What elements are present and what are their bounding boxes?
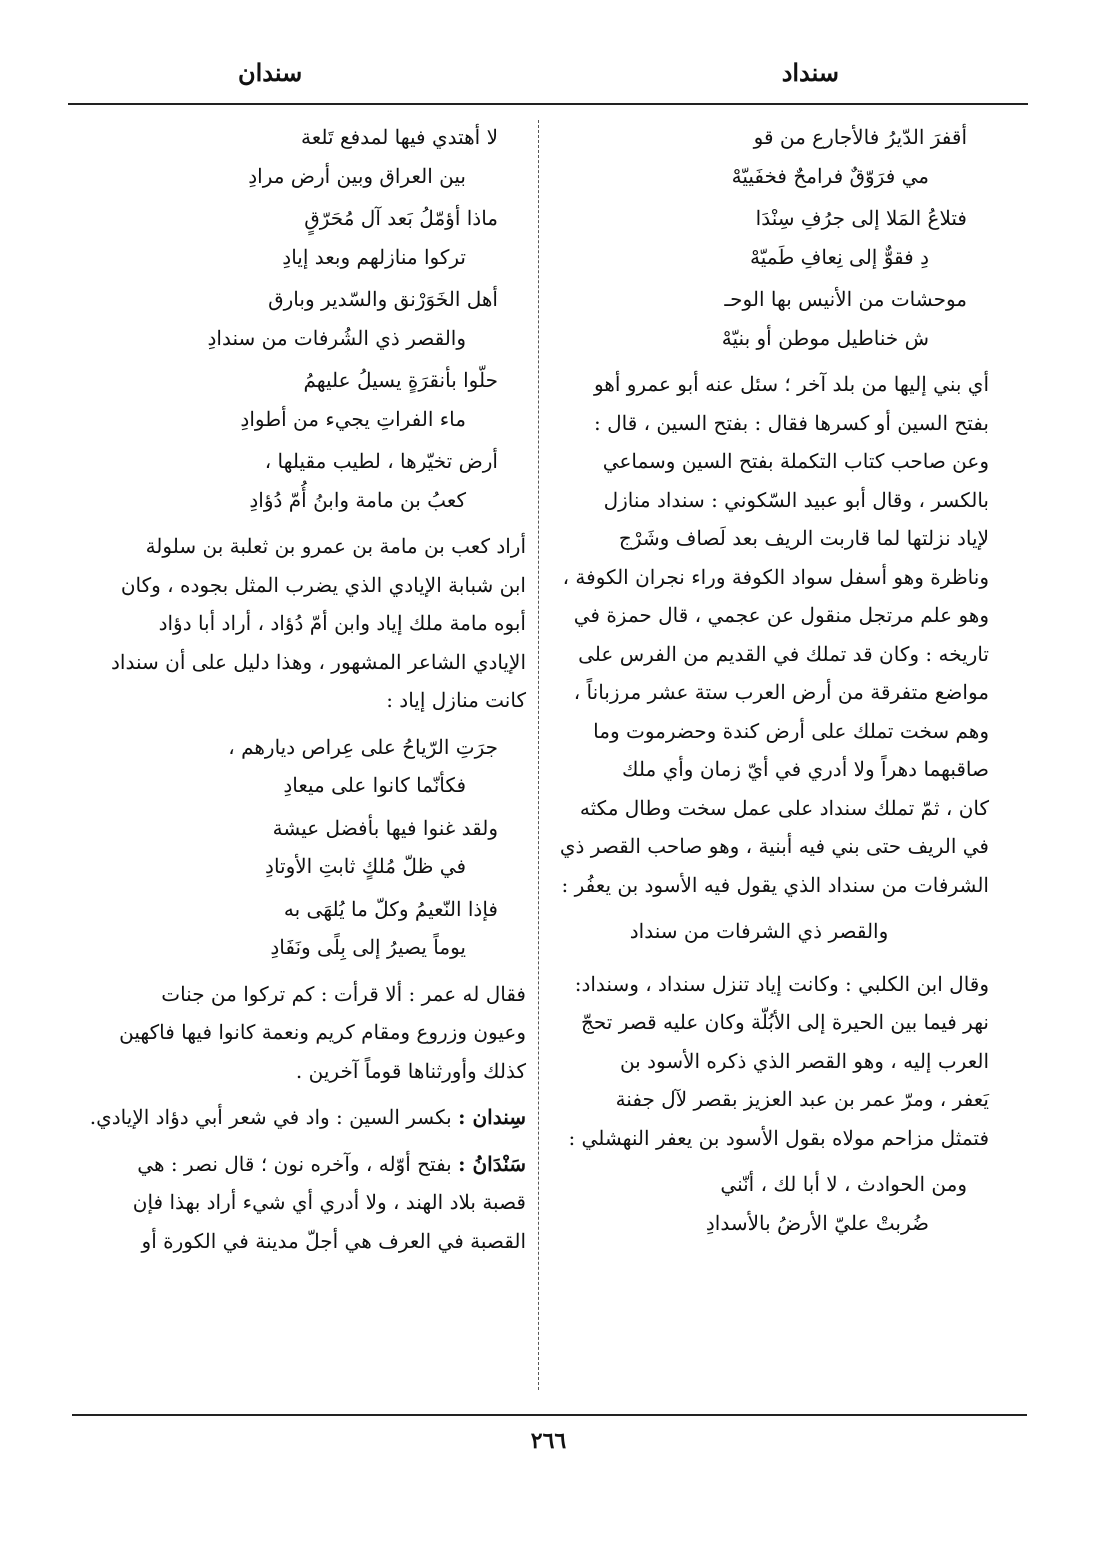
verse-line: والقصر ذي الشُرفات من سندادِ (207, 325, 466, 350)
text-line: بفتح السين أو كسرها فقال : بفتح السين ، قال : (593, 410, 989, 435)
text-line: وهم سخت تملك على أرض كندة وحضرموت وما (593, 718, 989, 743)
entry-text: بفتح أوّله ، وآخره نون ؛ قال نصر : هي (137, 1151, 452, 1176)
verse-line: ماذا أؤمّلُ بَعد آل مُحَرّقٍ (304, 206, 498, 230)
text-line: يَعفر ، ومرّ عمر بن عبد العزيز بقصر لآل جفنة (615, 1087, 989, 1111)
verse (529, 118, 989, 195)
verse-line: ش خناطيل موطن أو بنيّهْ (721, 325, 929, 350)
text-line: فقال له عمر : ألا قرأت : كم تركوا من جنات (161, 981, 526, 1006)
verse-line: ضُربتْ عليّ الأرضُ بالأسدادِ (705, 1210, 929, 1235)
quoted-verse: والقصر ذي الشرفات من سنداد (629, 919, 889, 943)
verse (529, 199, 989, 276)
text-line: كان ، ثمّ تملك سنداد على عمل سخت وطال مكثه (579, 795, 989, 820)
verse-line: ولقد غنوا فيها بأفضل عيشة (272, 815, 498, 840)
verse-line: في ظلّ مُلكٍ ثابتِ الأوتادِ (265, 854, 466, 878)
prose-paragraph (68, 527, 526, 720)
verse-line: فإذا النّعيمُ وكلّ ما يُلهَى به (283, 896, 498, 921)
dictionary-entry-sindan (68, 1098, 526, 1137)
verse-line: موحشات من الأنيس بها الوحـ (724, 287, 967, 311)
text-line: وعن صاحب كتاب التكملة بفتح السين وسماعي (602, 449, 989, 473)
text-line: كذلك وأورثناها قوماً آخرين . (295, 1058, 526, 1083)
dictionary-entry-sandan (68, 1145, 526, 1261)
text-line: قصبة بلاد الهند ، ولا أدري أي شيء أراد بهذا فإن (132, 1190, 526, 1214)
text-line: لإياد نزلتها لما قاربت الريف بعد لَصاف وشَرْج (618, 526, 989, 550)
page-number: ٢٦٦ (530, 1428, 567, 1454)
text-line: أبوه مامة ملك إياد وابن أمّ دُؤاد ، أراد أبا دؤاد (158, 611, 526, 635)
verse (68, 199, 526, 276)
entry-headword: سِندان : (458, 1105, 526, 1129)
verse-line: لا أهتدي فيها لمدفع تَلعة (301, 125, 498, 149)
verse-line: جرَتِ الرّياحُ على عِراص ديارهم ، (228, 734, 498, 759)
text-line: فتمثل مزاحم مولاه بقول الأسود بن يعفر النهشلي : (568, 1125, 989, 1150)
verse-line: دِ فقوٌّ إلى نِعافِ طَميّهْ (750, 244, 929, 269)
verse (68, 728, 526, 805)
verse (68, 280, 526, 357)
text-line: ابن شبابة الإيادي الذي يضرب المثل بجوده ، وكان (120, 572, 526, 597)
verse (68, 442, 526, 519)
entry-headword: سَنْدَانُ : (458, 1151, 526, 1176)
verse-line: أقفرَ الدّيرُ فالأجارع من قو (753, 125, 967, 149)
verse-line: فكأنّما كانوا على ميعادِ (283, 773, 466, 797)
text-line: الشرفات من سنداد الذي يقول فيه الأسود بن يعفُر : (561, 872, 989, 897)
text-line: العرب إليه ، وهو القصر الذي ذكره الأسود بن (619, 1048, 989, 1073)
verse (68, 118, 526, 195)
verse-line: تركوا منازلهم وبعد إيادِ (282, 244, 466, 269)
verse (529, 280, 989, 357)
running-header-left: سندان (238, 58, 303, 87)
verse (68, 890, 526, 967)
text-line: مواضع متفرقة من أرض العرب ستة عشر مرزباناً ، (573, 680, 989, 704)
header-rule (68, 103, 1028, 105)
left-column (68, 118, 526, 1268)
text-line: في الريف حتى بني فيه أبنية ، وهو صاحب القصر ذي (559, 834, 989, 858)
text-line: وعيون وزروع ومقام كريم ونعمة كانوا فيها فاكهين (119, 1020, 526, 1044)
verse (68, 809, 526, 886)
text-line: الإيادي الشاعر المشهور ، وهذا دليل على أن سنداد (111, 649, 526, 674)
verse-line: ومن الحوادث ، لا أبا لك ، أنّني (720, 1172, 967, 1196)
prose-paragraph (529, 365, 989, 904)
text-line: أي بني إليها من بلد آخر ؛ سئل عنه أبو عمرو أهو (593, 372, 989, 396)
text-line: وهو علم مرتجل منقول عن عجمي ، قال حمزة في (573, 603, 989, 627)
right-column (529, 118, 989, 1246)
text-line: بالكسر ، وقال أبو عبيد السّكوني : سنداد منازل (603, 487, 989, 512)
verse-line: ماء الفراتِ يجيء من أطوادِ (240, 406, 466, 431)
verse-line: مي فرَوّقٌ فرامحٌ فخفَييّهْ (731, 163, 929, 188)
entry-text: بكسر السين : واد في شعر أبي دؤاد الإيادي. (89, 1105, 452, 1129)
verse-line: أرض تخيّرها ، لطيب مقيلها ، (264, 449, 498, 473)
text-line: أراد كعب بن مامة بن عمرو بن ثعلبة بن سلولة (145, 534, 526, 558)
prose-paragraph (529, 965, 989, 1158)
text-line: نهر فيما بين الحيرة إلى الأبُلّة وكان عليه قصر تحجّ (580, 1010, 989, 1034)
text-line: وناظرة وهو أسفل سواد الكوفة وراء نجران الكوفة ، (562, 564, 989, 589)
text-line: كانت منازل إياد : (386, 688, 526, 712)
verse (529, 1165, 989, 1242)
verse-line: حلّوا بأنقرَةٍ يسيلُ عليهمُ (303, 368, 498, 392)
verse-line: كعبُ بن مامة وابنُ أُمّ دُؤادِ (249, 487, 466, 512)
text-line: صاقبهما دهراً ولا أدري في أيّ زمان وأي ملك (622, 757, 989, 781)
verse-line: أهل الخَوَرْنق والسّدير وبارق (268, 287, 498, 311)
text-line (68, 1145, 526, 1184)
text-line: وقال ابن الكلبي : وكانت إياد تنزل سنداد ، وسنداد: (574, 971, 989, 996)
verse-line: يوماً يصيرُ إلى بِلًى ونَفَادِ (270, 935, 466, 959)
verse-line: بين العراق وبين أرض مرادِ (248, 163, 466, 188)
prose-paragraph (68, 975, 526, 1091)
footer-rule (72, 1414, 1027, 1416)
text-line: القصبة في العرف هي أجلّ مدينة في الكورة أو (141, 1228, 526, 1253)
text-line: تاريخه : وكان قد تملك في القديم من الفرس على (578, 641, 989, 666)
verse (68, 361, 526, 438)
text-line (68, 1098, 526, 1137)
running-header-right: سنداد (781, 58, 839, 87)
verse-line: فتلاعُ المَلا إلى جرُفِ سِنْدَا (755, 206, 967, 230)
